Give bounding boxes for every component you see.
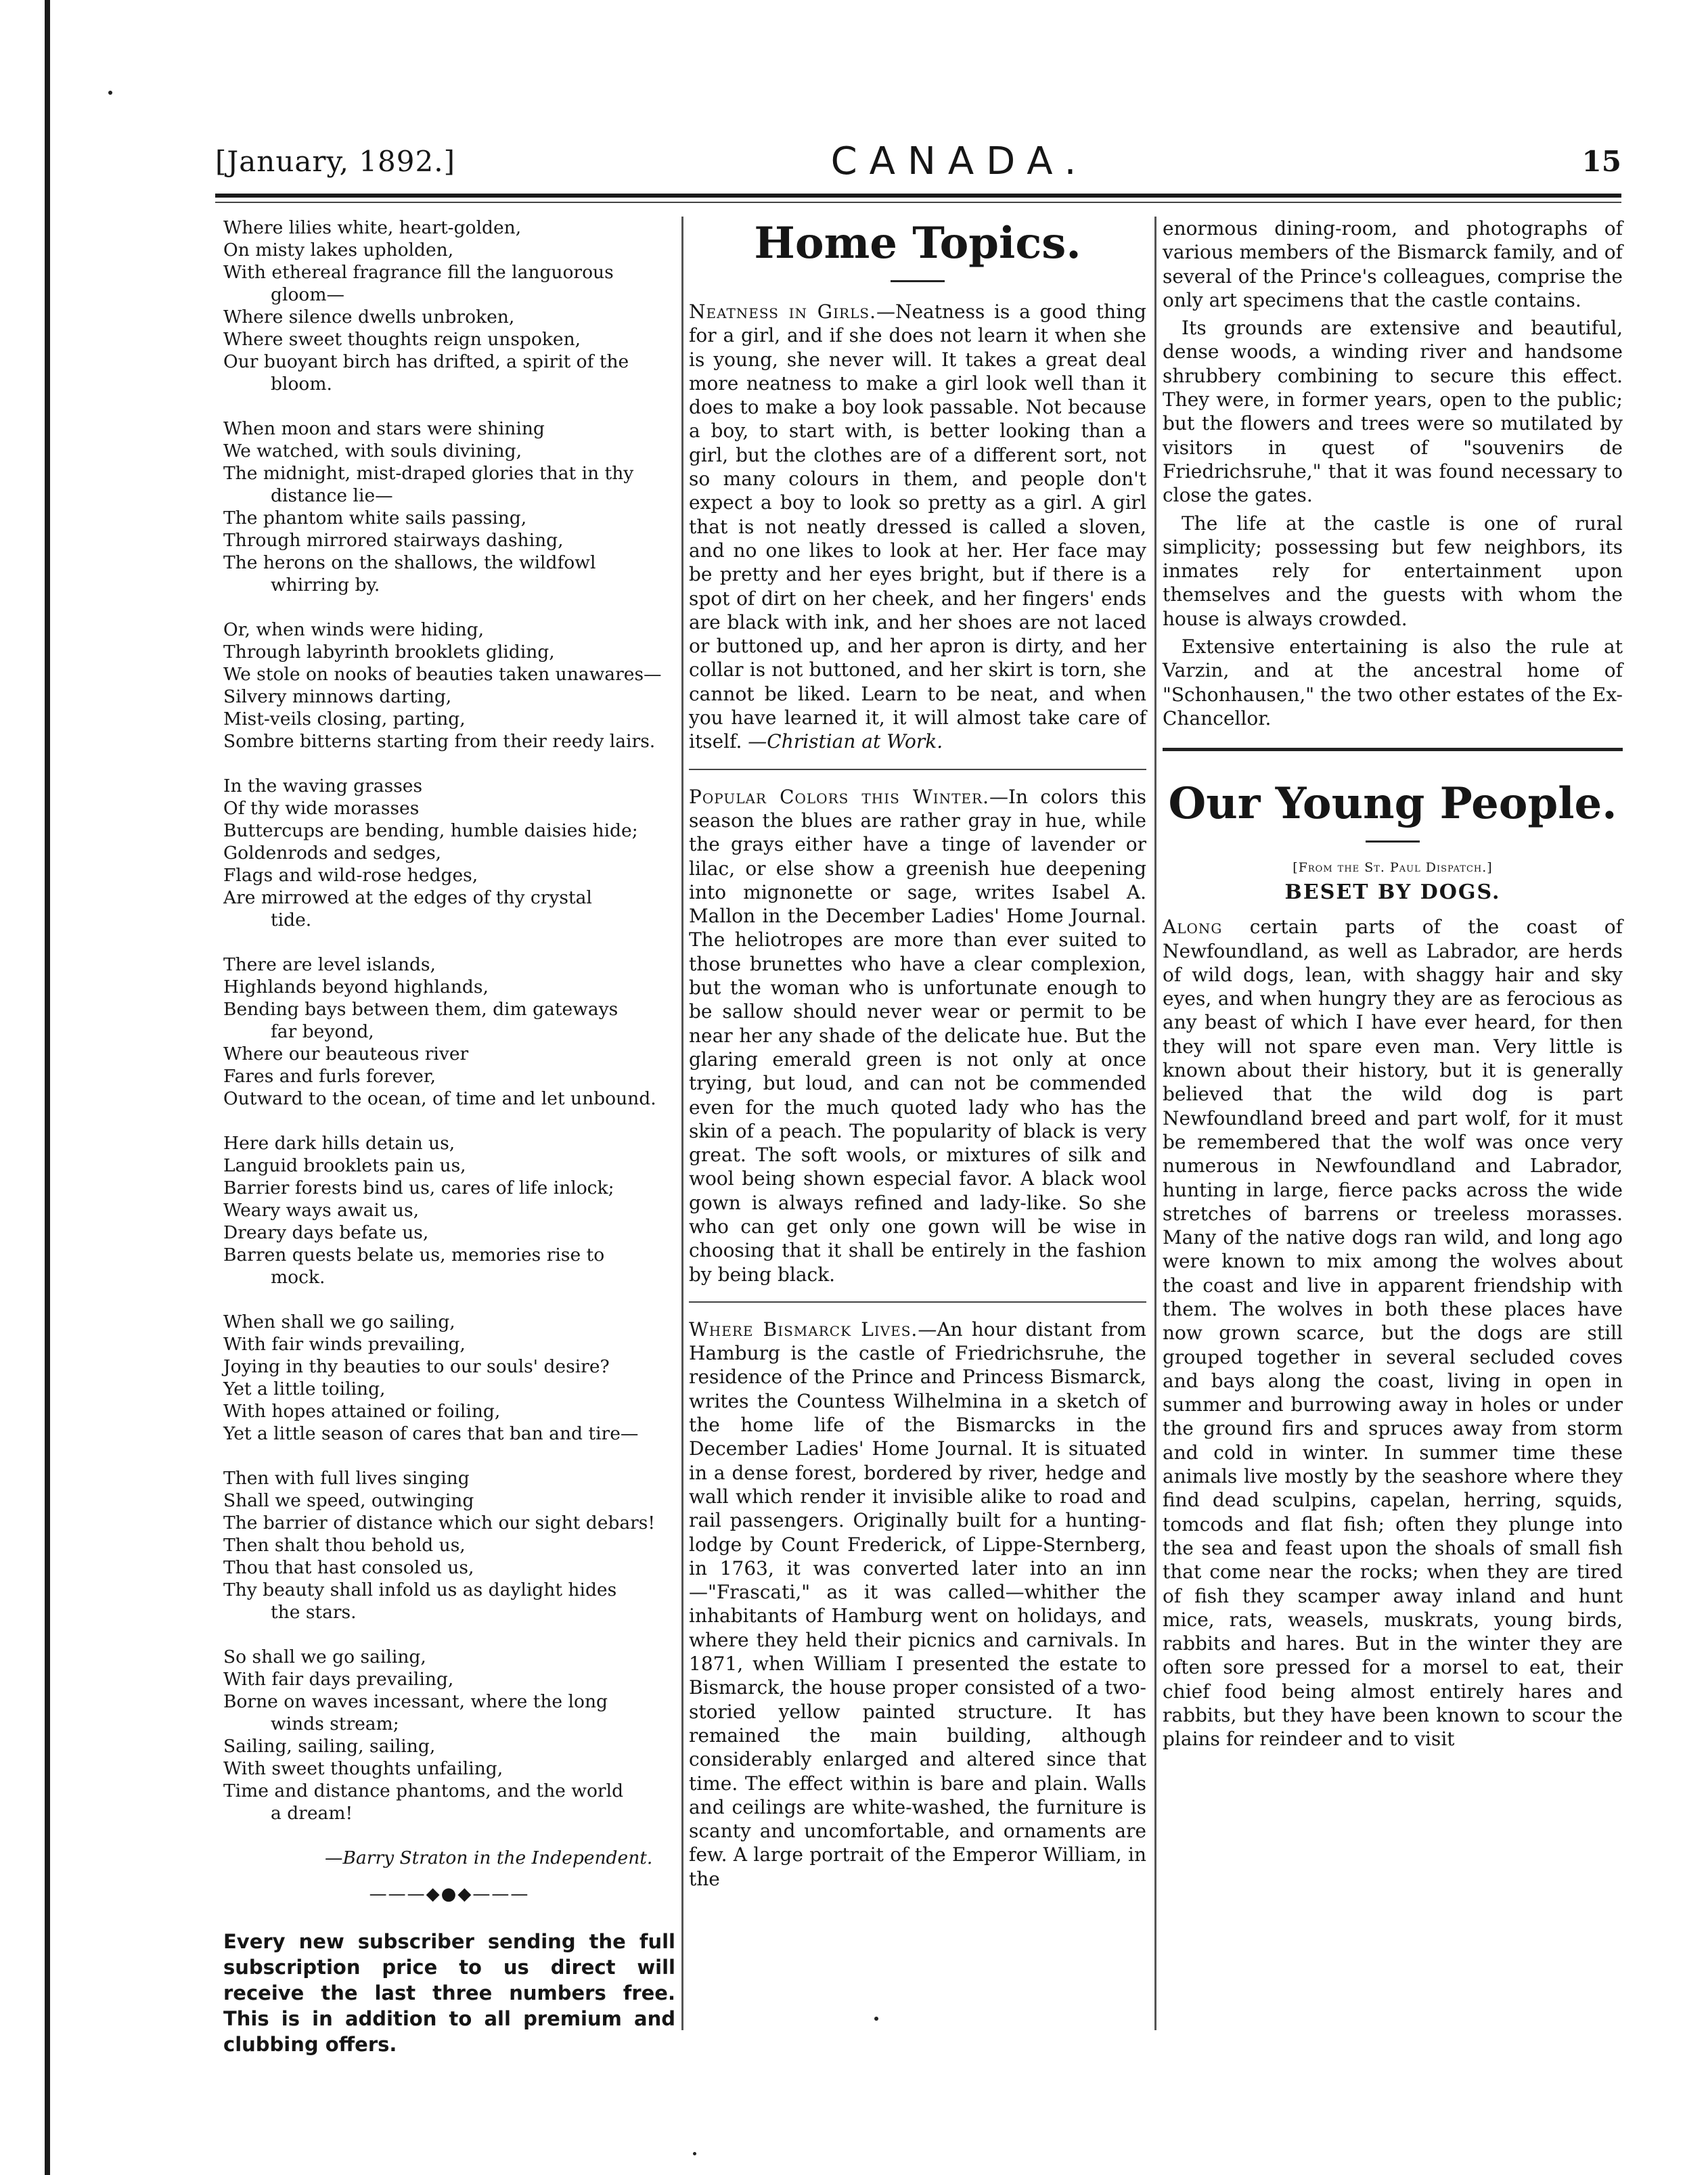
home-topics-articles: [689, 300, 1146, 1891]
right-column: [1163, 217, 1623, 1766]
poem-line: the stars.: [271, 1602, 357, 1623]
poem-line: gloom—: [271, 284, 344, 305]
poem-stanza: [223, 619, 675, 753]
poem: [223, 217, 675, 1824]
poem-line: Bending bays between them, dim gateways: [223, 999, 619, 1020]
poem-stanza: [223, 1467, 675, 1623]
page-header: [215, 139, 1621, 187]
story-paragraph: [1163, 915, 1623, 1751]
poem-line: Thy beauty shall infold us as daylight hides: [223, 1579, 617, 1600]
poem-line: Through mirrored stairways dashing,: [223, 530, 564, 551]
poem-line: Time and distance phantoms, and the world: [223, 1780, 624, 1801]
poem-line: Silvery minnows darting,: [223, 686, 452, 707]
poem-line: Where sweet thoughts reign unspoken,: [223, 329, 581, 350]
poem-line: The barrier of distance which our sight debars!: [223, 1512, 656, 1533]
story-title: BESET BY DOGS.: [1284, 880, 1501, 905]
paragraph: Its grounds are extensive and beautiful, dense woods, a winding river and handsome shrubbery combining to secure this effect. They were, in former years, open to the public; but the flowers and trees were so mutilated by visitors in quest of "souvenirs de Friedrichsruhe," that it was found necessary to close the gates.: [1163, 317, 1623, 507]
issue-date: [January, 1892.]: [215, 145, 455, 178]
poem-line: mock.: [271, 1267, 325, 1288]
poem-line: We stole on nooks of beauties taken unawares—: [223, 664, 662, 685]
poem-line: The midnight, mist-draped glories that in thy: [223, 463, 634, 484]
poem-stanza: [223, 775, 675, 931]
poem-line: Buttercups are bending, humble daisies hide;: [223, 820, 638, 841]
article-neatness: [689, 300, 1146, 754]
article-runin: Neatness in Girls.: [689, 300, 876, 323]
poem-line: On misty lakes upholden,: [223, 240, 454, 261]
poem-line: We watched, with souls divining,: [223, 441, 522, 462]
poem-line: tide.: [271, 910, 312, 930]
poem-line: In the waving grasses: [223, 776, 423, 797]
article-divider: [689, 1301, 1146, 1303]
header-rule: [215, 194, 1621, 198]
poem-line: Yet a little season of cares that ban and tire—: [223, 1423, 639, 1444]
story-body: [1163, 915, 1623, 1751]
poem-line: Sailing, sailing, sailing,: [223, 1736, 436, 1757]
poem-line: There are level islands,: [223, 954, 436, 975]
poem-line: bloom.: [271, 374, 332, 395]
poem-line: With fair days prevailing,: [223, 1669, 454, 1690]
poem-line: Outward to the ocean, of time and let unbound.: [223, 1088, 656, 1109]
poem-line: The phantom white sails passing,: [223, 508, 527, 529]
subscription-notice: Every new subscriber sending the full subscription price to us direct will receive the last three numbers free. This is in addition to all premium and clubbing offers.: [223, 1930, 675, 2056]
poem-line: a dream!: [271, 1803, 353, 1824]
paragraph: The life at the castle is one of rural simplicity; possessing but few neighbors, its inmates rely for entertainment upon themselves and the guests with whom the house is always crowded.: [1163, 512, 1623, 630]
section-heading-home-topics: Home Topics.: [754, 218, 1081, 269]
poem-stanza: [223, 217, 675, 395]
speck: [108, 91, 112, 95]
poem-line: Borne on waves incessant, where the long: [223, 1691, 608, 1712]
poem-line: Mist-veils closing, parting,: [223, 709, 466, 730]
poem-line: Where lilies white, heart-golden,: [223, 217, 522, 238]
poem-line: Goldenrods and sedges,: [223, 843, 442, 864]
poem-line: Fares and furls forever,: [223, 1066, 436, 1087]
poem-attribution: —Barry Straton in the Independent.: [325, 1847, 653, 1868]
speck: [693, 2152, 696, 2155]
heading-rule: [891, 280, 945, 282]
poem-stanza: [223, 1311, 675, 1445]
poem-line: With ethereal fragrance fill the languorous: [223, 262, 614, 283]
poem-line: Then shalt thou behold us,: [223, 1535, 466, 1556]
poem-line: When shall we go sailing,: [223, 1311, 455, 1332]
poem-line: Flags and wild-rose hedges,: [223, 865, 478, 886]
section-heading-young-people: Our Young People.: [1168, 778, 1617, 830]
poem-line: Then with full lives singing: [223, 1468, 470, 1489]
header-rule-thin: [215, 202, 1621, 203]
article-divider: [689, 769, 1146, 770]
poem-stanza: [223, 954, 675, 1110]
poem-line: whirring by.: [271, 575, 380, 596]
poem-line: The herons on the shallows, the wildfowl: [223, 552, 596, 573]
page-number: 15: [1581, 145, 1621, 178]
story-text: certain parts of the coast of Newfoundland, as well as Labrador, are herds of wild dogs, lean, with shaggy hair and sky eyes, and when hungry they are as ferocious as any beast of which I have ever heard, for then they will not spare even man. Very little is known about their history, but it is generally believed that the wild dog is part Newfoundland breed and part wolf, for it must be remembered that the wolf was once very numerous in Newfoundland and Labrador, hunting in large, fierce packs across the wide stretches of barrens or treeless morasses. Many of the native dogs ran wild, and long ago were known to mix among the wolves about the coast and live in apparent friendship with them. The wolves in both these places have now grown scarce, but the dogs are still grouped together in several secluded coves and bays along the coast, living in open in summer and burrowing away in holes or under the ground firs and spruces away from storm and cold in winter. In summer time these animals live mostly by the seashore where they find dead sculpins, capelan, herring, squids, tomcods and flat fish; often they plunge into the sea and feast upon the shoals of small fish that come near the rocks; when they are tired of fish they scamper away inland and hunt mice, rats, weasels, muskrats, young birds, rabbits and hares. But in the winter they are often sore pressed for a morsel to eat, their chief food being almost entirely hares and rabbits, but they have been known to scour the plains for reindeer and to visit: [1163, 916, 1623, 1751]
left-margin-rule: [45, 0, 50, 2175]
poem-line: far beyond,: [271, 1021, 374, 1042]
ornament-divider: ———◆●◆———: [369, 1884, 530, 1904]
poem-line: With fair winds prevailing,: [223, 1334, 466, 1355]
middle-column: [689, 217, 1146, 1906]
article-body: —In colors this season the blues are rather gray in hue, while the grays either have a tinge of lavender or lilac, or else show a greenish hue deepening into mignonette or sage, writes Isabel A. Mallon in the December Ladies' Home Journal. The heliotropes are more than ever suited to those brunettes who have a clear complexion, but the woman who is unfortunate enough to be sallow should never wear or permit to be near her any shade of the delicate hue. But the glaring emerald green is not only at once trying, but loud, and can not be commended even for the much quoted lady who has the skin of a peach. The popularity of black is very great. The soft wools, or mixtures of silk and wool being shown especial favor. A black wool gown is always refined and lady-like. So she who can get only one gown will be wise in choosing that it shall be entirely in the fashion by being black.: [689, 785, 1147, 1286]
poem-line: Or, when winds were hiding,: [223, 619, 485, 640]
poem-line: When moon and stars were shining: [223, 418, 545, 439]
article-body: —An hour distant from Hamburg is the castle of Friedrichsruhe, the residence of the Prince and Princess Bismarck, writes the Countess Wilhelmina in a sketch of the home life of the Bismarcks in the December Ladies' Home Journal. It is situated in a dense forest, bordered by river, hedge and wall which render it invisible alike to road and rail passengers. Originally built for a hunting-lodge by Count Frederick, of Lippe-Sternberg, in 1763, it was converted later into an inn—"Frascati," as it was called—whither the inhabitants of Hamburg went on holidays, and where they held their picnics and carnivals. In 1871, when William I presented the estate to Bismarck, the house proper consisted of a two-storied yellow painted structure. It has remained the main building, although considerably enlarged and altered since that time. The effect within is bare and plain. Walls and ceilings are white-washed, the furniture is scanty and uncomfortable, and ornaments are few. A large portrait of the Emperor William, in the: [689, 1318, 1146, 1890]
poem-line: Barren quests belate us, memories rise to: [223, 1245, 605, 1265]
column-divider: [681, 217, 683, 2030]
article-body: —Neatness is a good thing for a girl, and if she does not learn it when she is young, she never will. It takes a great deal more neatness to make a girl look well than it does to make a boy look passable. Not because a boy, to start with, is better looking than a girl, but the clothes are of a different sort, not so many colours in them, and people don't expect a boy to look so pretty as a girl. A girl that is not neatly dressed is called a sloven, and no one likes to look at her. Her face may be pretty and her eyes bright, but if there is a spot of dirt on her cheek, and her fingers' ends are black with ink, and her shoes are not laced or buttoned up, and her apron is dirty, and her collar is not buttoned, and her skirt is torn, she cannot be liked. Learn to be neat, and when you have learned it, it will almost take care of itself.: [689, 300, 1146, 753]
article-credit: —Christian at Work.: [748, 730, 943, 753]
poem-line: Barrier forests bind us, cares of life inlock;: [223, 1178, 614, 1198]
poem-line: winds stream;: [271, 1713, 399, 1734]
poem-stanza: [223, 418, 675, 596]
speck: [874, 2017, 878, 2021]
poem-line: Where our beauteous river: [223, 1044, 469, 1064]
bismarck-continuation: [1163, 217, 1623, 730]
poem-line: Thou that hast consoled us,: [223, 1557, 474, 1578]
poem-line: Highlands beyond highlands,: [223, 977, 489, 997]
poem-line: So shall we go sailing,: [223, 1646, 426, 1667]
poem-line: Through labyrinth brooklets gliding,: [223, 642, 555, 663]
poem-stanza: [223, 1132, 675, 1288]
poem-line: With sweet thoughts unfailing,: [223, 1758, 503, 1779]
poem-line: distance lie—: [271, 485, 393, 506]
poem-line: Weary ways await us,: [223, 1200, 420, 1221]
section-divider: [1163, 748, 1623, 751]
poem-line: Sombre bitterns starting from their reedy lairs.: [223, 731, 656, 752]
article-runin: Popular Colors this Winter.: [689, 785, 989, 808]
article-bismarck: [689, 1318, 1146, 1891]
poem-line: Of thy wide morasses: [223, 798, 420, 819]
paragraph: Extensive entertaining is also the rule at Varzin, and at the ancestral home of "Schonhausen," the two other estates of the Ex-Chancellor.: [1163, 635, 1623, 730]
paragraph: enormous dining-room, and photographs of various members of the Bismarck family, and of several of the Prince's colleagues, comprise the only art specimens that the castle contains.: [1163, 217, 1623, 311]
left-column: [223, 217, 675, 2057]
poem-line: Languid brooklets pain us,: [223, 1155, 466, 1176]
story-runin: Along: [1163, 916, 1223, 939]
article-colors: [689, 785, 1146, 1286]
poem-line: With hopes attained or foiling,: [223, 1401, 501, 1422]
poem-stanza: [223, 1646, 675, 1824]
poem-line: Joying in thy beauties to our souls' desire?: [223, 1356, 610, 1377]
story-source: [From the St. Paul Dispatch.]: [1293, 860, 1493, 876]
poem-line: Here dark hills detain us,: [223, 1133, 455, 1154]
poem-line: Dreary days befate us,: [223, 1222, 429, 1243]
masthead-title: CANADA.: [830, 139, 1089, 183]
poem-line: Shall we speed, outwinging: [223, 1490, 474, 1511]
article-runin: Where Bismarck Lives.: [689, 1318, 918, 1341]
column-divider: [1154, 217, 1156, 2030]
poem-line: Where silence dwells unbroken,: [223, 307, 515, 328]
poem-line: Are mirrowed at the edges of thy crystal: [223, 887, 592, 908]
poem-line: Our buoyant birch has drifted, a spirit of the: [223, 351, 629, 372]
heading-rule: [1366, 840, 1420, 843]
poem-line: Yet a little toiling,: [223, 1378, 386, 1399]
